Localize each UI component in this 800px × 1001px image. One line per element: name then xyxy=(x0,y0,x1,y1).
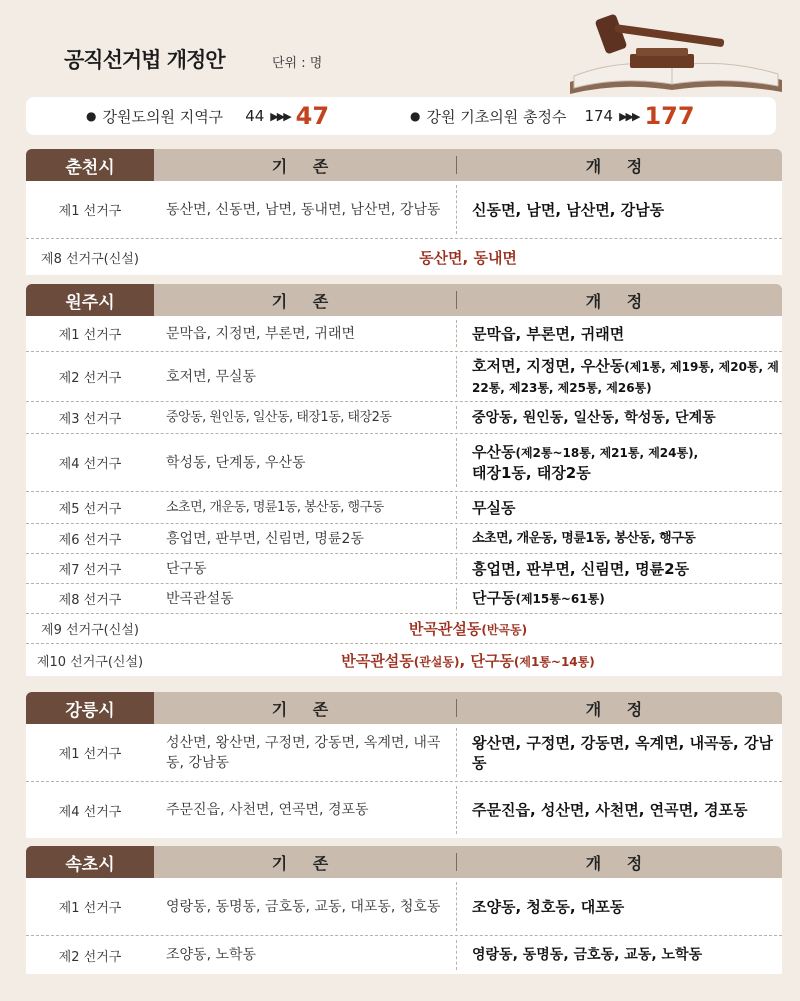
section-sokcho xyxy=(26,846,782,974)
header-old: 기 존 xyxy=(271,156,339,176)
old-areas: 영랑동, 동명동, 금호동, 교동, 대포동, 청호동 xyxy=(166,898,441,915)
table-row xyxy=(26,434,782,492)
table-row xyxy=(26,402,782,434)
district-label: 제9 선거구(신설) xyxy=(26,614,154,643)
unit-label: 단위 : 명 xyxy=(272,56,323,71)
district-label: 제2 선거구 xyxy=(26,352,154,401)
summary-bar xyxy=(26,97,776,135)
new-areas: 조양동, 청호동, 대포동 xyxy=(472,897,625,916)
header-new: 개 정 xyxy=(585,699,653,719)
district-label: 제8 선거구(신설) xyxy=(26,239,154,275)
summary-item-local xyxy=(410,97,695,135)
table-row xyxy=(26,492,782,524)
header-new: 개 정 xyxy=(585,853,653,873)
table-row xyxy=(26,316,782,352)
summary-old-value: 174 xyxy=(584,107,614,125)
summary-old-value: 44 xyxy=(245,107,265,125)
section-header xyxy=(26,692,782,724)
table-row xyxy=(26,644,782,676)
old-areas: 호저면, 무실동 xyxy=(166,368,257,385)
old-areas: 동산면, 신동면, 남면, 동내면, 남산면, 강남동 xyxy=(166,201,441,218)
new-district-areas: 반곡관설동(관설동), 단구동(제1통~14통) xyxy=(341,651,595,670)
new-areas: 중앙동, 원인동, 일산동, 학성동, 단계동 xyxy=(472,409,716,426)
bullet-icon: ● xyxy=(86,109,97,123)
new-areas: 신동면, 남면, 남산면, 강남동 xyxy=(472,200,665,219)
summary-item-provincial xyxy=(86,97,329,135)
table-row xyxy=(26,554,782,584)
district-label: 제1 선거구 xyxy=(26,181,154,238)
new-areas: 소초면, 개운동, 명륜1동, 봉산동, 행구동 xyxy=(472,530,696,546)
district-label: 제8 선거구 xyxy=(26,584,154,613)
old-areas: 흥업면, 판부면, 신림면, 명륜2동 xyxy=(166,530,364,547)
district-label: 제7 선거구 xyxy=(26,554,154,583)
header-old: 기 존 xyxy=(271,699,339,719)
new-district-areas: 동산면, 동내면 xyxy=(419,248,517,267)
district-label: 제4 선거구 xyxy=(26,434,154,491)
table-row xyxy=(26,352,782,402)
old-areas: 주문진읍, 사천면, 연곡면, 경포동 xyxy=(166,802,369,818)
section-chuncheon xyxy=(26,149,782,275)
district-label: 제6 선거구 xyxy=(26,524,154,553)
new-district-areas: 반곡관설동(반곡동) xyxy=(408,620,528,638)
triple-arrow-icon: ▶▶▶ xyxy=(619,109,639,123)
old-areas: 소초면, 개운동, 명륜1동, 봉산동, 행구동 xyxy=(166,499,384,515)
header-new: 개 정 xyxy=(585,156,653,176)
summary-label: 강원도의원 지역구 xyxy=(102,107,224,126)
city-name: 속초시 xyxy=(26,846,154,878)
new-areas: 우산동(제2통~18통, 제21통, 제24통), 태장1동, 태장2동 xyxy=(472,443,699,482)
district-label: 제1 선거구 xyxy=(26,724,154,781)
district-label: 제1 선거구 xyxy=(26,878,154,935)
district-label: 제10 선거구(신설) xyxy=(26,644,154,676)
page-title: 공직선거법 개정안 xyxy=(64,48,225,72)
summary-new-value: 177 xyxy=(644,102,695,130)
new-areas: 호저면, 지정면, 우산동(제1통, 제19통, 제20통, 제22통, 제23통, 제25통, 제26통) xyxy=(472,356,779,395)
old-areas: 조양동, 노학동 xyxy=(166,947,257,963)
table-row xyxy=(26,878,782,936)
triple-arrow-icon: ▶▶▶ xyxy=(270,109,290,123)
new-areas: 주문진읍, 성산면, 사천면, 연곡면, 경포동 xyxy=(472,801,748,819)
new-areas: 왕산면, 구정면, 강동면, 옥계면, 내곡동, 강남동 xyxy=(472,733,773,772)
section-header xyxy=(26,284,782,316)
bullet-icon: ● xyxy=(410,109,421,123)
district-label: 제1 선거구 xyxy=(26,316,154,351)
gavel-book-icon xyxy=(560,2,790,94)
district-label: 제2 선거구 xyxy=(26,936,154,974)
section-header xyxy=(26,846,782,878)
summary-new-value: 47 xyxy=(295,102,330,130)
old-areas: 반곡관설동 xyxy=(166,590,234,607)
new-areas: 무실동 xyxy=(472,498,516,517)
header xyxy=(0,0,800,90)
summary-label: 강원 기초의원 총정수 xyxy=(426,107,567,126)
old-areas: 성산면, 왕산면, 구정면, 강동면, 옥계면, 내곡동, 강남동 xyxy=(166,734,441,771)
table-row xyxy=(26,584,782,614)
district-label: 제5 선거구 xyxy=(26,492,154,523)
table-row xyxy=(26,239,782,275)
header-old: 기 존 xyxy=(271,291,339,311)
new-areas: 영랑동, 동명동, 금호동, 교동, 노학동 xyxy=(472,947,703,963)
old-areas: 문막읍, 지정면, 부론면, 귀래면 xyxy=(166,325,355,342)
table-row xyxy=(26,181,782,239)
header-old: 기 존 xyxy=(271,853,339,873)
table-row xyxy=(26,936,782,974)
section-gangneung xyxy=(26,692,782,838)
district-label: 제4 선거구 xyxy=(26,782,154,838)
table-row xyxy=(26,524,782,554)
table-row xyxy=(26,724,782,782)
header-new: 개 정 xyxy=(585,291,653,311)
old-areas: 중앙동, 원인동, 일산동, 태장1동, 태장2동 xyxy=(166,409,392,425)
section-wonju xyxy=(26,284,782,676)
city-name: 강릉시 xyxy=(26,692,154,724)
city-name: 원주시 xyxy=(26,284,154,316)
table-row xyxy=(26,782,782,838)
table-row xyxy=(26,614,782,644)
new-areas: 단구동(제15통~61통) xyxy=(472,589,605,607)
section-header xyxy=(26,149,782,181)
city-name: 춘천시 xyxy=(26,149,154,181)
new-areas: 문막읍, 부론면, 귀래면 xyxy=(472,324,625,343)
old-areas: 학성동, 단계동, 우산동 xyxy=(166,454,306,471)
district-label: 제3 선거구 xyxy=(26,402,154,433)
old-areas: 단구동 xyxy=(166,560,207,577)
new-areas: 흥업면, 판부면, 신림면, 명륜2동 xyxy=(472,559,690,578)
